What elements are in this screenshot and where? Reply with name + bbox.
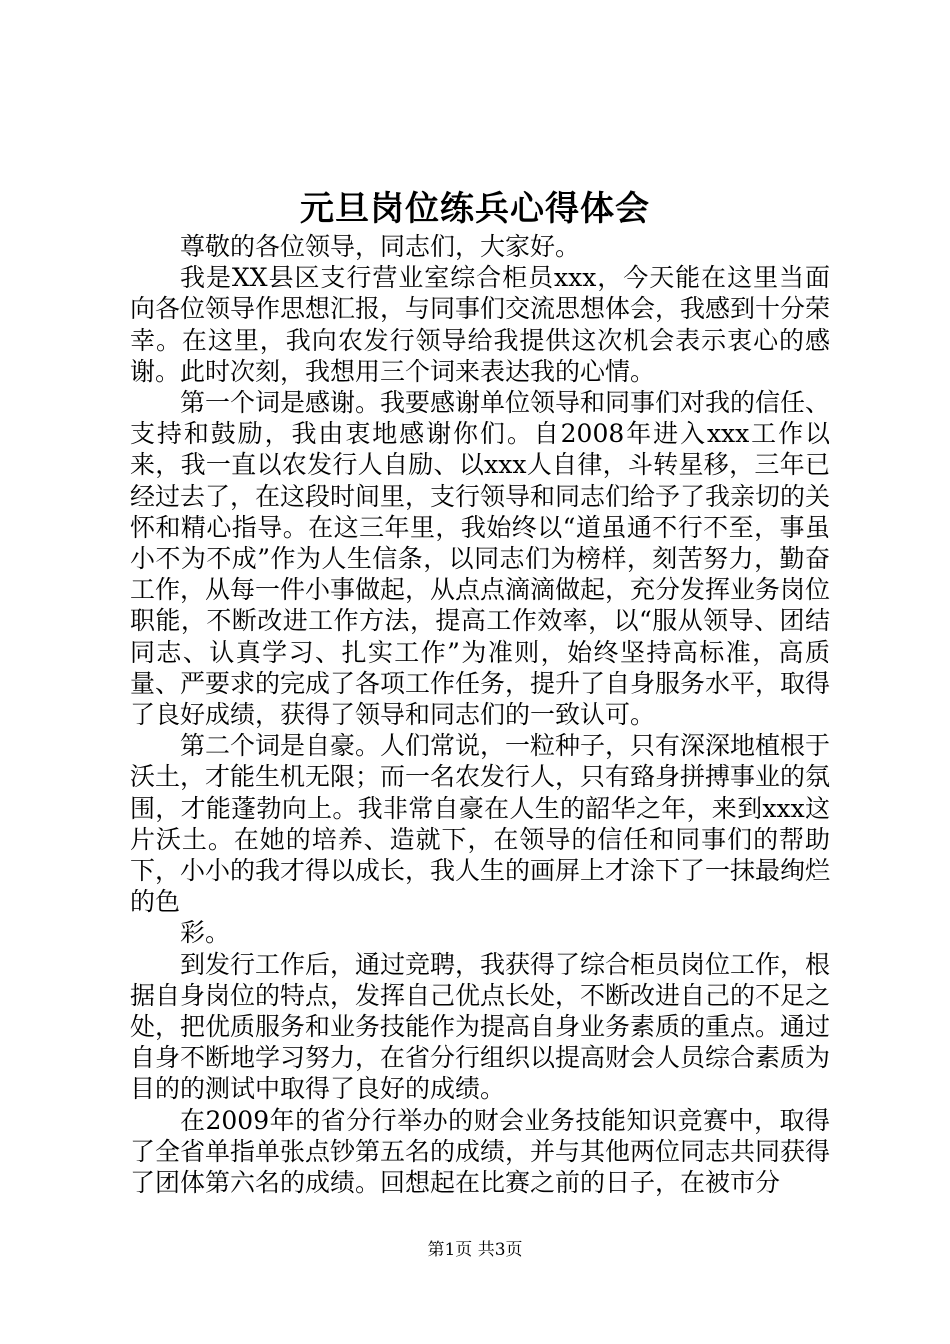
document-title: 元旦岗位练兵心得体会 [300, 189, 650, 229]
paragraph-introduction: 我是XX县区支行营业室综合柜员xxx，今天能在这里当面向各位领导作思想汇报，与同事们交流思想体会，我感到十分荣幸。在这里，我向农发行领导给我提供这次机会表示衷心的感谢。此时次刻，我想用三个词来表达我的心情。 [130, 263, 831, 386]
paragraph-gratitude: 第一个词是感谢。我要感谢单位领导和同事们对我的信任、支持和鼓励，我由衷地感谢你们。自2008年进入xxx工作以来，我一直以农发行人自励、以xxx人自律，斗转星移，三年已经过去了，在这段时间里，支行领导和同志们给予了我亲切的关怀和精心指导。在这三年里，我始终以“道虽通不行不至，事虽小不为不成”作为人生信条，以同志们为榜样，刻苦努力，勤奋工作，从每一件小事做起，从点点滴滴做起，充分发挥业务岗位职能，不断改进工作方法，提高工作效率，以“服从领导、团结同志、认真学习、扎实工作”为准则，始终坚持高标准，高质量、严要求的完成了各项工作任务，提升了自身服务水平，取得了良好成绩，获得了领导和同志们的一致认可。 [130, 388, 831, 730]
paragraph-competition: 在2009年的省分行举办的财会业务技能知识竞赛中，取得了全省单指单张点钞第五名的成绩，并与其他两位同志共同获得了团体第六名的成绩。回想起在比赛之前的日子，在被市分 [130, 1105, 831, 1198]
page-number-footer: 第1页 共3页 [427, 1240, 523, 1260]
paragraph-work-experience: 到发行工作后，通过竞聘，我获得了综合柜员岗位工作，根据自身岗位的特点，发挥自己优点长处，不断改进自己的不足之处，把优质服务和业务技能作为提高自身业务素质的重点。通过自身不断地学习努力，在省分行组织以提高财会人员综合素质为目的的测试中取得了良好的成绩。 [130, 949, 831, 1104]
paragraph-pride-continued: 彩。 [180, 918, 231, 948]
paragraph-greeting: 尊敬的各位领导，同志们，大家好。 [180, 232, 581, 261]
document-body [130, 231, 830, 1198]
paragraph-pride: 第二个词是自豪。人们常说，一粒种子，只有深深地植根于沃土，才能生机无限；而一名农发行人，只有臵身拼搏事业的氛围，才能蓬勃向上。我非常自豪在人生的韶华之年，来到xxx这片沃土。在她的培养、造就下，在领导的信任和同事们的帮助下，小小的我才得以成长，我人生的画屏上才涂下了一抹最绚烂的色 [130, 731, 831, 917]
